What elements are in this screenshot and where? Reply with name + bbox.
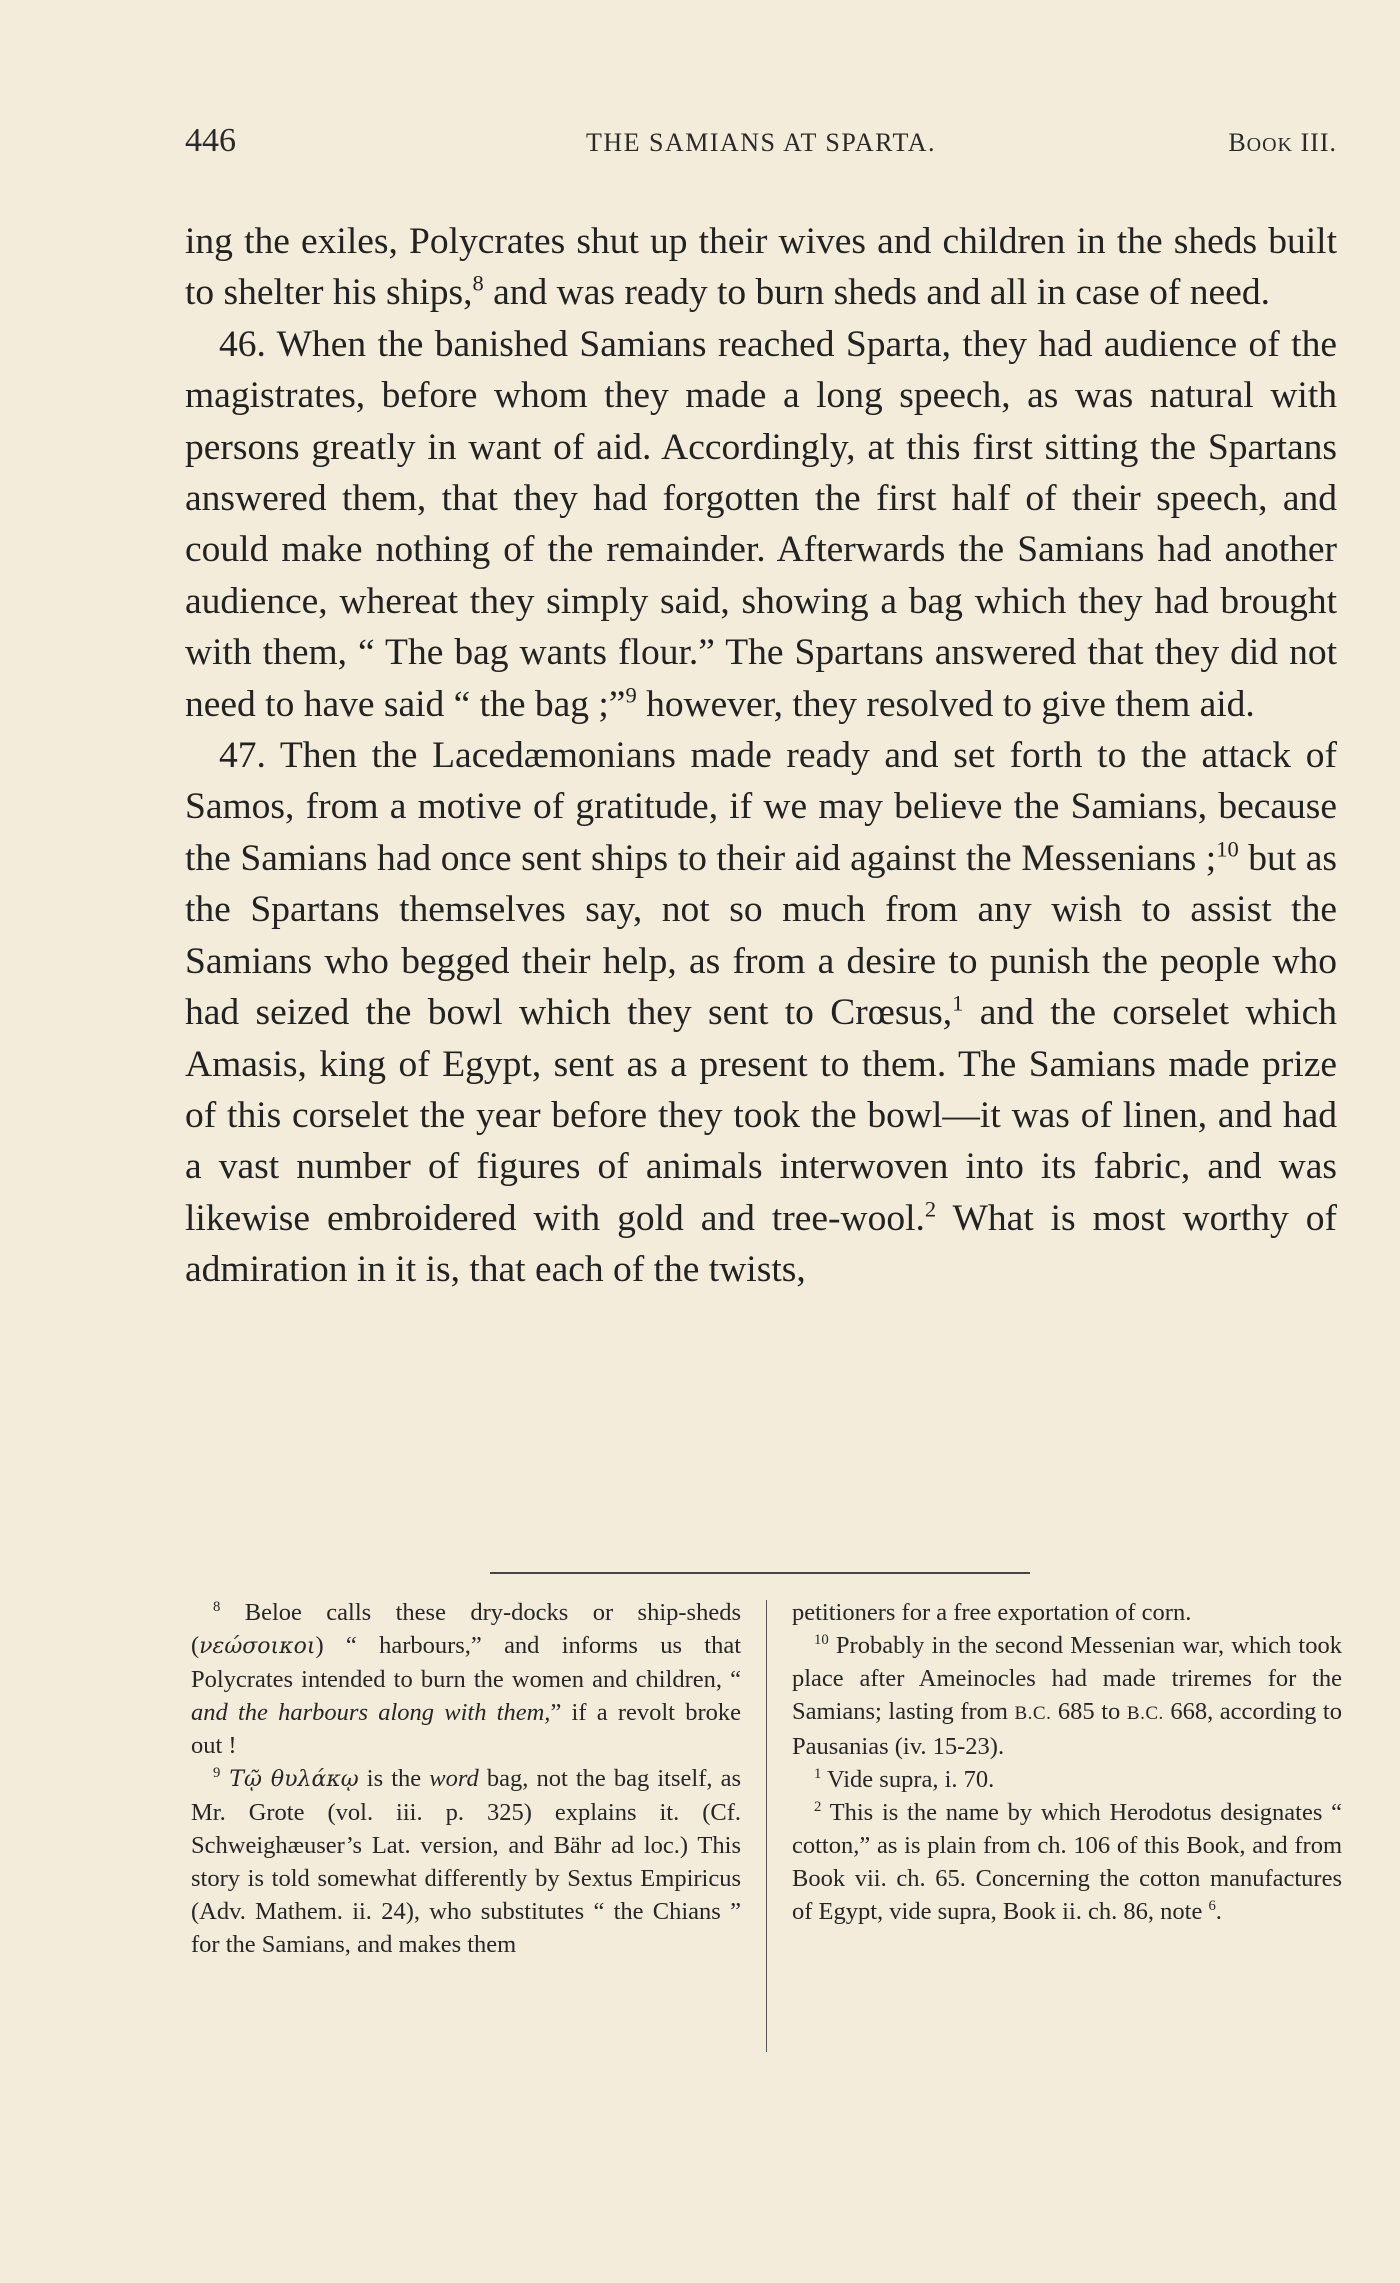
footnote-separator: [490, 1572, 1030, 1574]
footnote-9: [191, 1762, 741, 1961]
footnote-marker: 2: [814, 1798, 822, 1815]
text-run: ing the exiles, Polycrates shut up their wives and children in the sheds built to shelter his ships,: [185, 221, 1337, 314]
column-divider: [766, 1600, 767, 2052]
footnote-ref-9: 9: [625, 682, 637, 708]
italic-text: and the harbours along with them,: [191, 1699, 551, 1726]
italic-text: word: [429, 1765, 479, 1792]
era-abbrev: B.C.: [1126, 1703, 1164, 1724]
footnote-marker: 8: [213, 1598, 221, 1615]
text-run: is the: [358, 1765, 430, 1792]
footnote-9-continuation: petitioners for a free exportation of corn.: [792, 1599, 1192, 1626]
text-run: and was ready to burn sheds and all in case of need.: [483, 272, 1270, 314]
footnote-marker: 1: [814, 1765, 822, 1782]
paragraph-46: [185, 319, 1337, 730]
footnote-ref-8: 8: [472, 270, 484, 296]
text-run: bag, not the bag itself, as Mr. Grote (vol. iii. p. 325) explains it. (Cf. Schweighæuser’s Lat. version, and Bähr ad loc.) This story is told somewhat differently by Sextus Empiricus (Adv. Mathem. ii. 24), who substitutes “ the Chians ” for the Samians, and makes them: [191, 1765, 741, 1958]
text-run: .: [1215, 1898, 1222, 1925]
greek-text: νεώσοικοι: [199, 1634, 316, 1659]
text-run: What is most worthy of admiration in it is, that each of the twists,: [185, 1197, 1337, 1291]
text-run: but as the Spartans themselves say, not so much from any wish to assist the Samians who begged their help, as from a desire to punish the people who had seized the bowl which they sent to Crœsus,: [185, 837, 1337, 1034]
text-run: Vide supra, i. 70.: [821, 1766, 995, 1793]
text-run: This is the name by which Herodotus designates “ cotton,” as is plain from ch. 106 of this Book, and from Book vii. ch. 65. Concerning the cotton manufactures of Egypt, vide supra, Book ii. ch. 86, note: [792, 1799, 1342, 1925]
text-run: 685 to: [1051, 1698, 1127, 1725]
text-run: ) “ harbours,” and informs us that Polycrates intended to burn the women and children, “: [191, 1632, 741, 1693]
footnote-ref-1: 1: [952, 990, 964, 1016]
main-text: [185, 216, 1337, 1296]
footnote-column-left: [191, 1596, 741, 1961]
page-number: 446: [185, 122, 236, 159]
text-run: and the corselet which Amasis, king of Egypt, sent as a present to them. The Samians made prize of this corselet the year before they took the bowl—it was of linen, and had a vast number of figures of animals interwoven into its fabric, and was likewise embroidered with gold and tree-wool.: [185, 992, 1337, 1239]
greek-text: Τῷ θυλάκῳ: [220, 1767, 359, 1792]
text-run: Beloe calls these dry-docks or ship-sheds (: [191, 1599, 741, 1659]
book-prefix: B: [1228, 128, 1247, 157]
text-run: 668, according to Pausanias (iv. 15-23).: [792, 1698, 1342, 1760]
paragraph-continuation: [185, 216, 1337, 319]
text-run: however, they resolved to give them aid.: [636, 683, 1255, 725]
text-run: Probably in the second Messenian war, which took place after Ameinocles had made triremes for the Samians; lasting from: [792, 1632, 1342, 1725]
footnote-marker: 10: [814, 1631, 829, 1648]
paragraph-47: [185, 730, 1337, 1295]
era-abbrev: B.C.: [1014, 1703, 1052, 1724]
running-title: THE SAMIANS AT SPARTA.: [585, 128, 937, 157]
footnote-8: [191, 1596, 741, 1762]
footnote-10: [792, 1629, 1342, 1763]
book-smallcaps: OOK: [1246, 134, 1294, 156]
footnotes: [191, 1596, 1342, 2066]
book-number: III.: [1293, 128, 1337, 157]
text-run: 46. When the banished Samians reached Sparta, they had audience of the magistrates, before whom they made a long speech, as was natural with persons greatly in want of aid. Accordingly, at this first sitting the Spartans answered them, that they had forgotten the first half of their speech, and could make nothing of the remainder. Afterwards the Samians had another audience, whereat they simply said, showing a bag which they had brought with them, “ The bag wants flour.” The Spartans answered that they did not need to have said “ the bag ;”: [185, 323, 1337, 725]
text-run: ” if a revolt broke out !: [191, 1699, 741, 1759]
footnote-marker: 9: [213, 1764, 221, 1781]
footnote-ref-10: 10: [1216, 836, 1239, 862]
footnote-ref-2: 2: [924, 1196, 937, 1222]
footnote-1: [792, 1763, 1342, 1796]
book-label: [1228, 128, 1337, 158]
text-run: 47. Then the Lacedæmonians made ready and set forth to the attack of Samos, from a motive of gratitude, if we may believe the Samians, because the Samians had once sent ships to their aid against the Messenians ;: [185, 735, 1337, 879]
footnote-2: [792, 1796, 1342, 1928]
footnote-column-right: [792, 1596, 1342, 1928]
running-header: [185, 122, 1337, 168]
note-ref: 6: [1208, 1897, 1216, 1914]
